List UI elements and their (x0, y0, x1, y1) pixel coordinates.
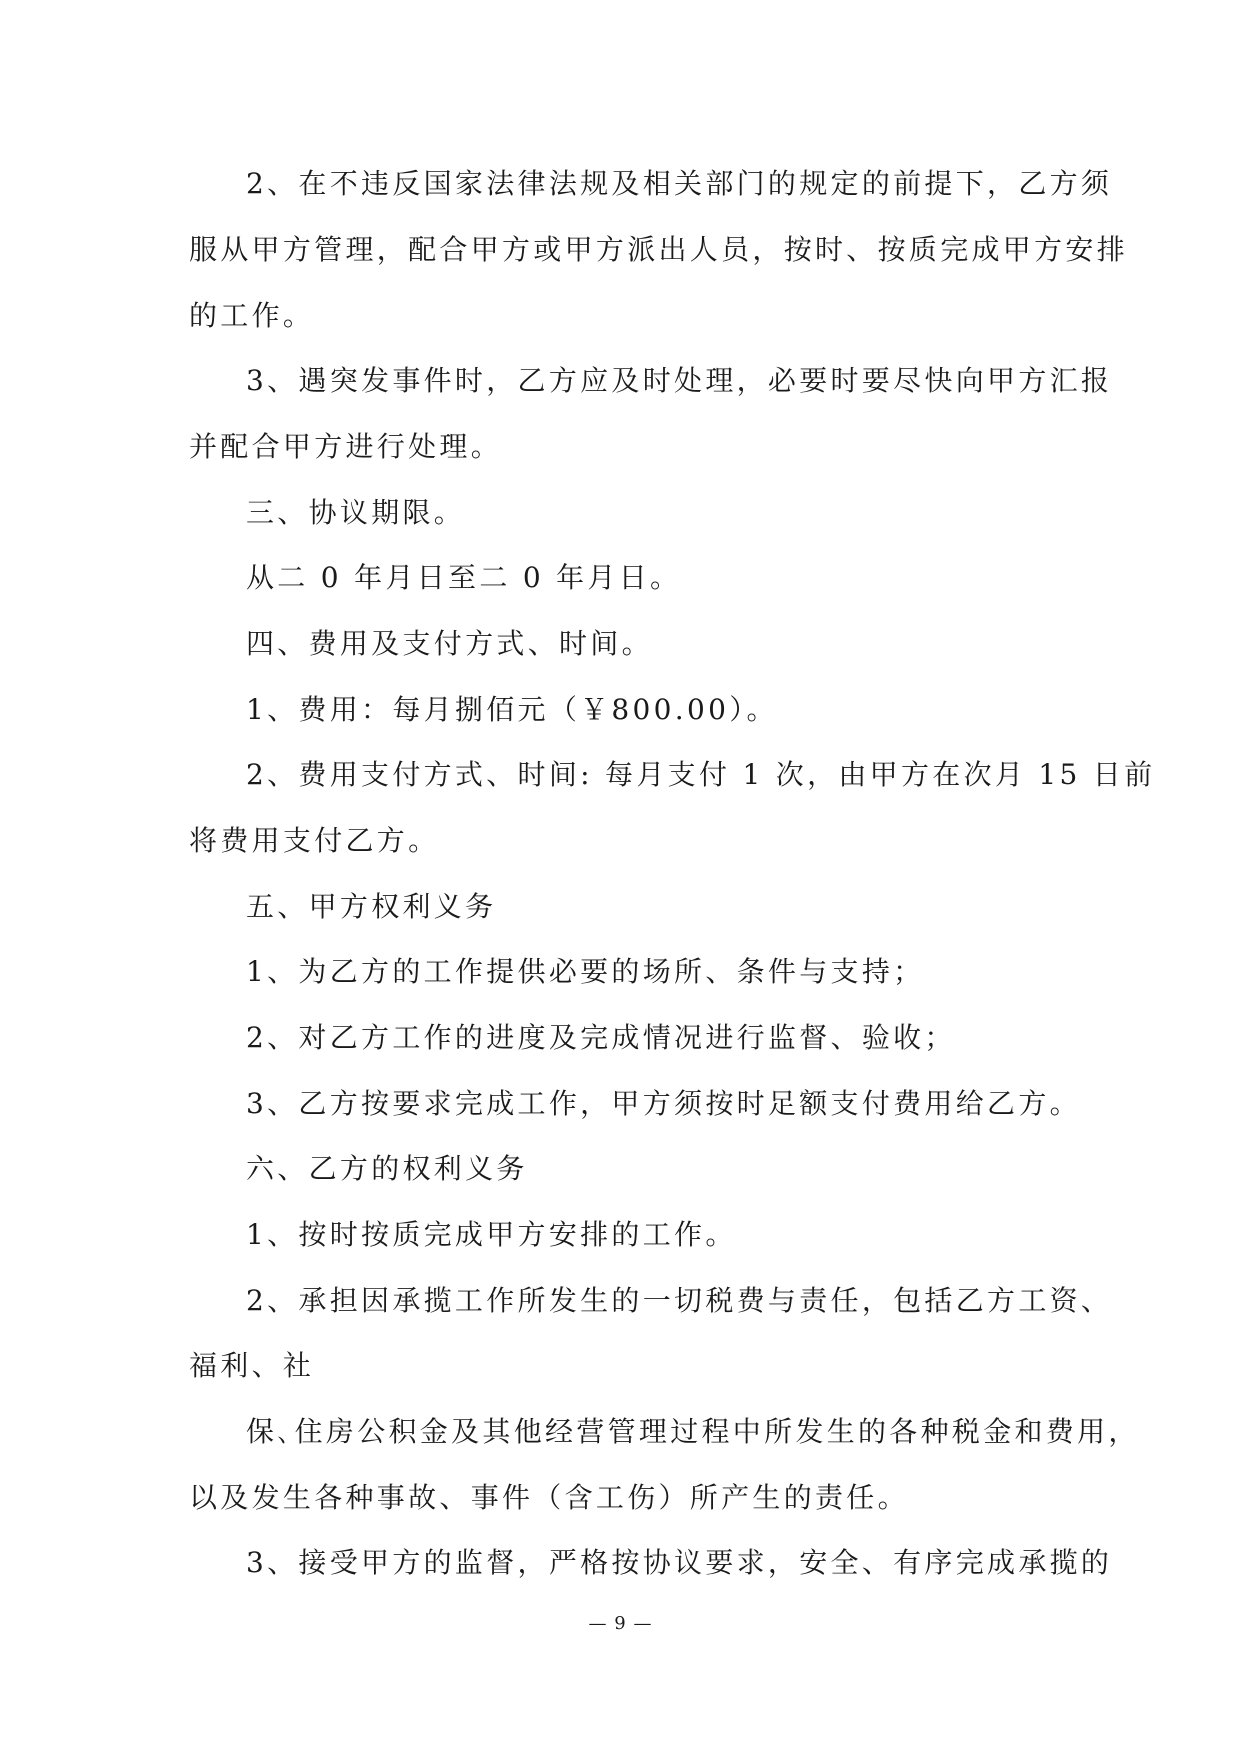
section-heading: 三、协议期限。 (246, 496, 466, 529)
text-line: 2、在不违反国家法律法规及相关部门的规定的前提下，乙方须 (246, 167, 1113, 200)
section-heading: 六、乙方的权利义务 (246, 1152, 528, 1185)
text-line: 2、对乙方工作的进度及完成情况进行监督、验收； (246, 1021, 956, 1054)
section-heading: 四、费用及支付方式、时间。 (246, 627, 653, 660)
page-number: — 9 — (588, 1613, 653, 1634)
text-line: 的工作。 (189, 299, 315, 332)
text-line: 以及发生各种事故、事件（含工伤）所产生的责任。 (189, 1481, 909, 1514)
text-line: 从二 0 年月日至二 0 年月日。 (246, 561, 682, 594)
text-line: 1、费用：每月捌佰元（￥800.00）。 (246, 693, 778, 726)
text-line: 1、按时按质完成甲方安排的工作。 (246, 1218, 737, 1251)
text-line: 福利、社 (189, 1349, 315, 1382)
text-line: 保､住房公积金及其他经营管理过程中所发生的各种税金和费用， (246, 1415, 1140, 1448)
text-line: 将费用支付乙方。 (189, 824, 440, 857)
text-line: 3、乙方按要求完成工作，甲方须按时足额支付费用给乙方。 (246, 1087, 1081, 1120)
text-line: 服从甲方管理，配合甲方或甲方派出人员，按时、按质完成甲方安排 (189, 233, 1129, 266)
text-line: 3、遇突发事件时，乙方应及时处理，必要时要尽快向甲方汇报 (246, 364, 1113, 397)
text-line: 1、为乙方的工作提供必要的场所、条件与支持； (246, 955, 925, 988)
section-heading: 五、甲方权利义务 (246, 890, 497, 923)
text-line: 并配合甲方进行处理。 (189, 430, 503, 463)
text-line: 2、承担因承揽工作所发生的一切税费与责任，包括乙方工资、 (246, 1284, 1113, 1317)
text-line: 2、费用支付方式、时间: 每月支付 1 次，由甲方在次月 15 日前 (246, 758, 1156, 791)
text-line: 3、接受甲方的监督，严格按协议要求，安全、有序完成承揽的 (246, 1546, 1113, 1579)
